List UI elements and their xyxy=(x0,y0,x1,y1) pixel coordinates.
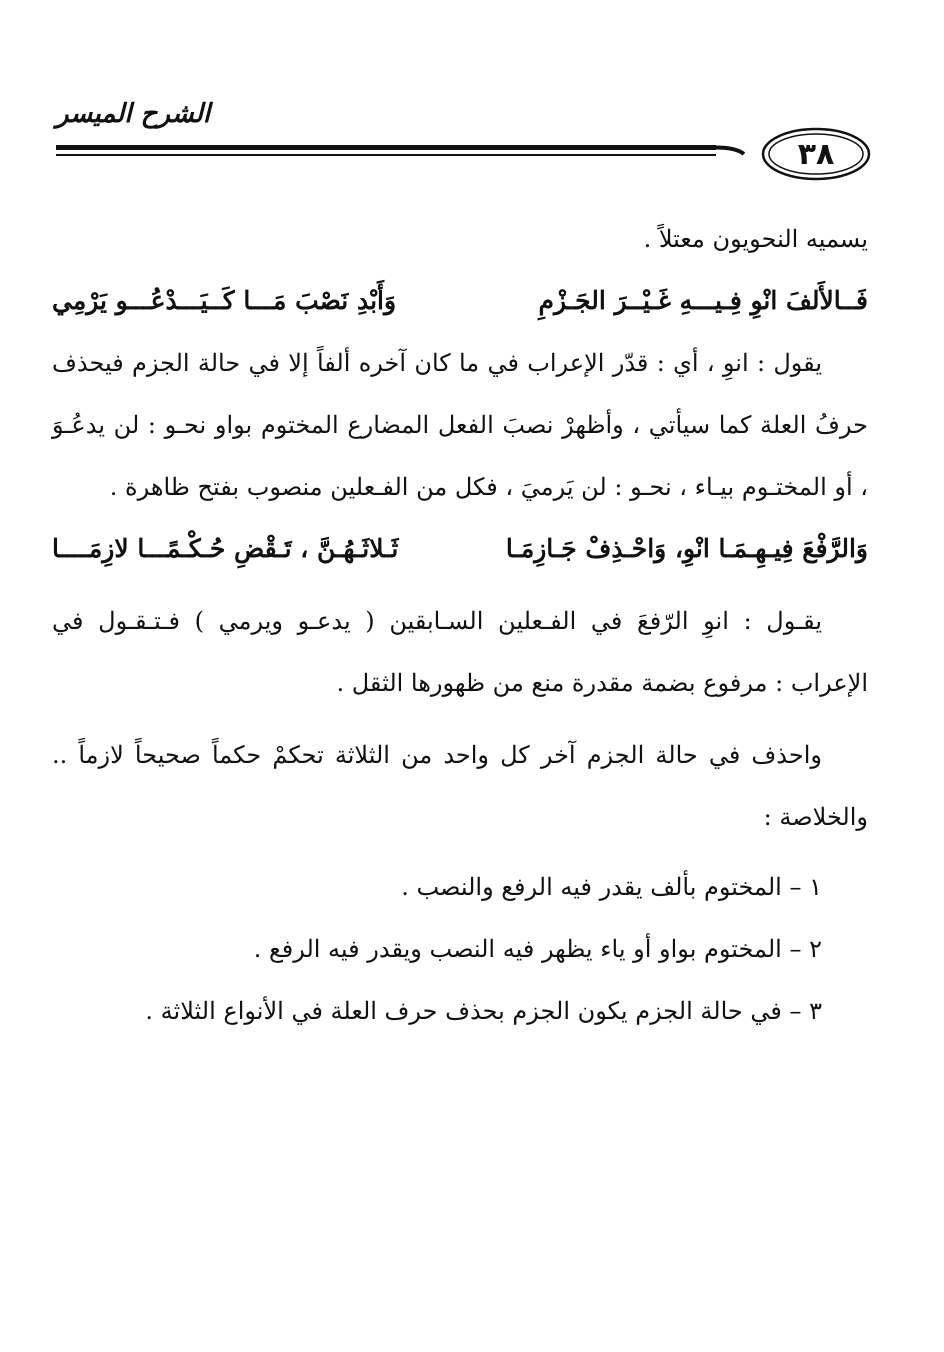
verse-line-1 xyxy=(52,270,868,332)
book-title: الشرح الميسر xyxy=(56,99,211,129)
page-header xyxy=(56,96,866,186)
summary-list-item: ٢ – المختوم بواو أو ياء يظهر فيه النصب ويقدر فيه الرفع . xyxy=(253,935,822,963)
paragraph-intro: يسميه النحويون معتلاً . xyxy=(643,225,868,253)
paragraph-explanation-1: يقول : انوِ ، أي : قدّر الإعراب في ما كان آخره ألفاً إلا في حالة الجزم فيحذف حرفُ العلة كما سيأتي ، وأظهرْ نصبَ الفعل المضارع المختوم بواو نحـو : لن يدعُـوَ ، أو المختـوم بيـاء ، نحـو : لن يَرميَ ، فكل من الفـعلين منصوب بفتح ظاهرة . xyxy=(52,349,868,501)
page-content xyxy=(52,208,868,1042)
verse-2-second-hemistich: ثَـلاثَـهُـنَّ ، تَـقْضِ حُـكْـمًـــا لازِمَــــا xyxy=(52,534,399,563)
summary-list xyxy=(52,856,868,1042)
verse-2-first-hemistich: وَالرَّفْعَ فِيـهِـمَـا انْوِ، وَاحْـذِفْ جَـازِمَـا xyxy=(505,534,868,563)
page-number xyxy=(760,126,872,182)
verse-1-first-hemistich: فَــالأَلفَ انْوِ فِـيـــهِ غَـيْــرَ الجَـزْمِ xyxy=(538,286,868,315)
header-rule-thin-left xyxy=(56,154,716,156)
header-rules xyxy=(56,136,866,176)
verse-line-2 xyxy=(52,518,868,580)
summary-list-item: ٣ – في حالة الجزم يكون الجزم بحذف حرف العلة في الأنواع الثلاثة . xyxy=(145,997,822,1025)
page-number-text: ٣٨ xyxy=(797,136,835,172)
paragraph-explanation-2: يقـول : انوِ الرّفعَ في الفـعلين السـابقين ( يدعـو ويرمي ) فـتـقـول في الإعراب : مرفوع بضمة مقدرة منع من ظهورها الثقل . xyxy=(52,607,868,697)
paragraph-explanation-3: واحذف في حالة الجزم آخر كل واحد من الثلاثة تحكمْ حكماً صحيحاً لازماً .. والخلاصة : xyxy=(52,741,868,831)
header-rule-thick-left xyxy=(56,145,716,150)
verse-1-second-hemistich: وَأَبْدِ نَصْبَ مَـــا كَــيَـــدْعُـــو يَرْمِي xyxy=(52,286,397,315)
summary-list-item: ١ – المختوم بألف يقدر فيه الرفع والنصب . xyxy=(401,873,822,901)
header-rule-curve-left xyxy=(716,148,744,155)
